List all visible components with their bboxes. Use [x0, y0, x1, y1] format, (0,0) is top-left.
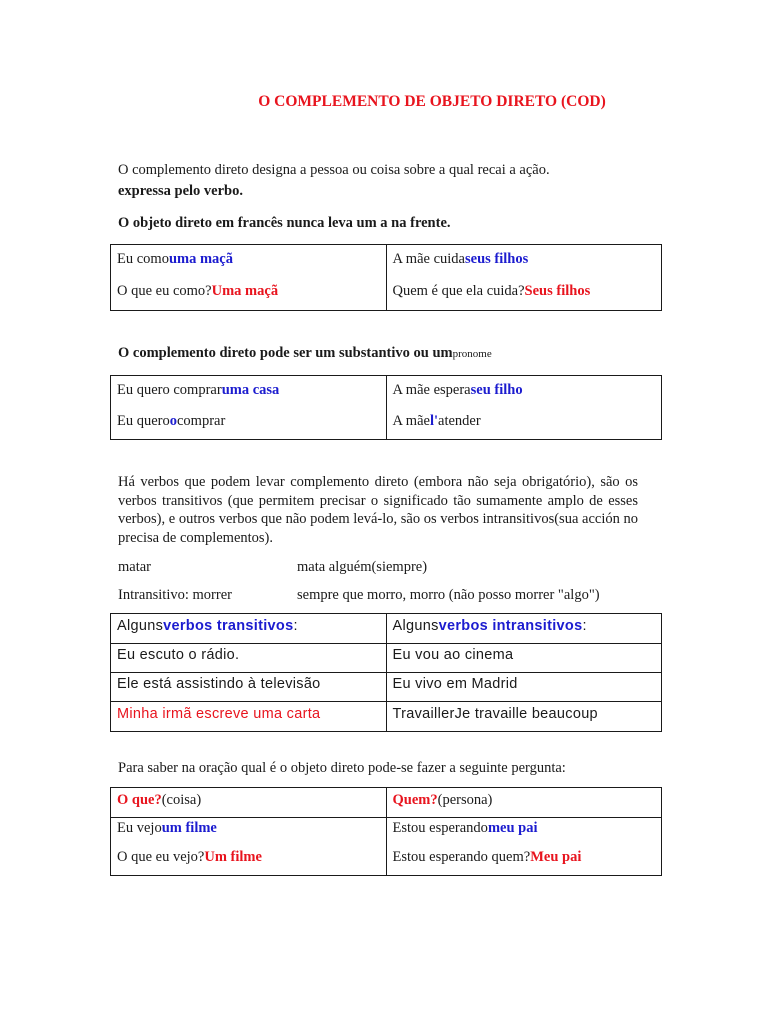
text: Alguns — [392, 618, 439, 634]
table-1 — [110, 244, 662, 311]
table-4-header-right — [386, 788, 662, 818]
text: O que eu como? — [117, 283, 212, 299]
example-2-label: Intransitivo: morrer — [118, 587, 232, 603]
text: atender — [438, 413, 481, 429]
text: comprar — [177, 413, 226, 429]
cell-text: Ele está assistindo à televisão — [117, 676, 321, 692]
text: Estou esperando — [392, 820, 488, 836]
text: Quem é que ela cuida? — [392, 283, 525, 299]
table-4-right-cell — [386, 818, 662, 876]
highlight: O que? — [117, 792, 162, 808]
text: Eu quero comprar — [117, 382, 222, 398]
table-1-left-row-2 — [117, 283, 380, 300]
intro-line-1: O complemento direto designa a pessoa ou coisa sobre a qual recai a ação. — [118, 162, 550, 178]
highlight: Um filme — [204, 849, 262, 865]
heading-2-small: pronome — [452, 348, 492, 360]
text: A mãe cuida — [392, 251, 465, 267]
table-4-header-left — [111, 788, 387, 818]
highlight: Uma maçã — [211, 283, 279, 299]
highlight: verbos intransitivos — [438, 618, 583, 634]
cell-text: Eu vou ao cinema — [392, 647, 514, 663]
table-1-left-row-1 — [117, 251, 380, 268]
text: Estou esperando quem? — [392, 849, 531, 865]
text: Eu quero — [117, 413, 170, 429]
cell-text: TravaillerJe travaille beaucoup — [392, 706, 598, 722]
text: Eu como — [117, 251, 169, 267]
text: A mãe espera — [392, 382, 471, 398]
intro-line-3: O objeto direto em francês nunca leva um a na frente. — [118, 215, 451, 231]
highlight: Seus filhos — [524, 283, 591, 299]
example-1-label: matar — [118, 559, 152, 575]
table-1-left-cell — [111, 245, 387, 311]
table-row — [111, 818, 662, 876]
table-3-cell — [386, 673, 662, 702]
text: Alguns — [117, 618, 164, 634]
table-4-right-row-2 — [393, 849, 656, 866]
example-1-value: mata alguém(siempre) — [297, 559, 428, 575]
intro-line-2: expressa pelo verbo. — [118, 183, 243, 199]
table-3-cell — [111, 644, 387, 673]
table-2-right-row-2 — [393, 413, 656, 430]
table-1-right-row-1 — [393, 251, 656, 268]
highlight: um filme — [161, 820, 217, 836]
cell-text: Eu vivo em Madrid — [392, 676, 518, 692]
highlight: verbos transitivos — [163, 618, 294, 634]
verbs-paragraph: Há verbos que podem levar complemento direto (embora não seja obrigatório), são os verbos transitivos (que permitem precisar o significado tão sumamente amplo de esses verbos), e outros verbos que não podem levá-lo, são os verbos intransitivos(sua acción no precisa de complementos). — [118, 474, 638, 546]
text: : — [293, 618, 298, 634]
text: O que eu vejo? — [117, 849, 205, 865]
table-3-header-right — [386, 614, 662, 644]
cell-text: Eu escuto o rádio. — [117, 647, 240, 663]
table-4 — [110, 787, 662, 876]
table-4-left-row-1 — [117, 820, 380, 837]
table-2-left-row-1 — [117, 382, 380, 399]
table-2-left-cell — [111, 376, 387, 440]
text: (coisa) — [161, 792, 202, 808]
text: A mãe — [392, 413, 430, 429]
highlight: seu filho — [470, 382, 523, 398]
table-3-header-left — [111, 614, 387, 644]
highlight: meu pai — [487, 820, 538, 836]
highlight: seus filhos — [464, 251, 529, 267]
highlight: Meu pai — [530, 849, 582, 865]
text: Eu vejo — [117, 820, 162, 836]
highlight: uma casa — [221, 382, 280, 398]
table-3-cell — [386, 702, 662, 732]
table-row — [111, 702, 662, 732]
text: : — [582, 618, 587, 634]
table-3-cell — [386, 644, 662, 673]
heading-2 — [118, 344, 492, 363]
highlight: Quem? — [392, 792, 438, 808]
heading-2-main: O complemento direto pode ser um substantivo ou um — [118, 345, 453, 361]
table-3-cell — [111, 702, 387, 732]
highlight: o — [169, 413, 177, 429]
table-2 — [110, 375, 662, 440]
highlight: uma maçã — [168, 251, 233, 267]
example-2-value: sempre que morro, morro (não posso morrer "algo") — [297, 587, 600, 603]
table-row — [111, 644, 662, 673]
table-row — [111, 673, 662, 702]
table-2-right-row-1 — [393, 382, 656, 399]
table-3-cell — [111, 673, 387, 702]
table-3 — [110, 613, 662, 732]
table-2-left-row-2 — [117, 413, 380, 430]
page-title: O COMPLEMENTO DE OBJETO DIRETO (COD) — [258, 93, 606, 110]
table-2-right-cell — [386, 376, 662, 440]
question-line: Para saber na oração qual é o objeto direto pode-se fazer a seguinte pergunta: — [118, 760, 566, 776]
table-1-right-cell — [386, 245, 662, 311]
table-4-header-row — [111, 788, 662, 818]
table-1-right-row-2 — [393, 283, 656, 300]
table-4-left-cell — [111, 818, 387, 876]
highlight: l' — [429, 413, 439, 429]
cell-text: Minha irmã escreve uma carta — [117, 706, 321, 722]
table-3-header-row — [111, 614, 662, 644]
text: (persona) — [437, 792, 493, 808]
table-4-right-row-1 — [393, 820, 656, 837]
table-4-left-row-2 — [117, 849, 380, 866]
